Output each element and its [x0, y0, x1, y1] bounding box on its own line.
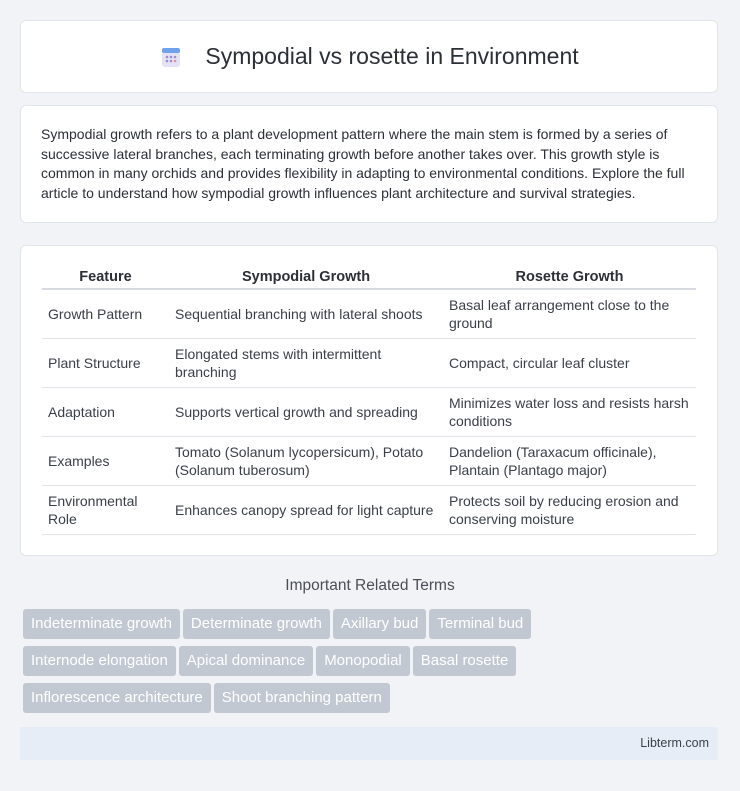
- related-term-tag[interactable]: Indeterminate growth: [23, 609, 180, 639]
- column-header: Sympodial Growth: [169, 264, 443, 289]
- table-cell: Compact, circular leaf cluster: [443, 339, 696, 388]
- page-title: Sympodial vs rosette in Environment: [205, 43, 579, 69]
- table-cell: Environmental Role: [42, 486, 169, 535]
- related-term-tag[interactable]: Determinate growth: [183, 609, 330, 639]
- table-cell: Tomato (Solanum lycopersicum), Potato (Solanum tuberosum): [169, 437, 443, 486]
- table-row: [42, 437, 696, 486]
- table-row: [42, 388, 696, 437]
- table-cell: Elongated stems with intermittent branching: [169, 339, 443, 388]
- related-terms-title: Important Related Terms: [285, 577, 455, 594]
- intro-card: [20, 105, 718, 223]
- document-icon: [159, 45, 183, 69]
- title-card: [20, 20, 718, 93]
- table-row: [42, 289, 696, 339]
- related-term-tag[interactable]: Axillary bud: [333, 609, 427, 639]
- related-terms-tags: [23, 609, 723, 720]
- related-term-tag[interactable]: Terminal bud: [429, 609, 531, 639]
- table-cell: Minimizes water loss and resists harsh conditions: [443, 388, 696, 437]
- related-term-tag[interactable]: Shoot branching pattern: [214, 683, 390, 713]
- related-term-tag[interactable]: Inflorescence architecture: [23, 683, 211, 713]
- comparison-table: [42, 264, 696, 535]
- related-term-tag[interactable]: Apical dominance: [179, 646, 313, 676]
- comparison-table-card: [20, 245, 718, 556]
- column-header: Feature: [42, 264, 169, 289]
- table-cell: Enhances canopy spread for light capture: [169, 486, 443, 535]
- column-header: Rosette Growth: [443, 264, 696, 289]
- table-cell: Examples: [42, 437, 169, 486]
- table-cell: Sequential branching with lateral shoots: [169, 289, 443, 339]
- table-cell: Growth Pattern: [42, 289, 169, 339]
- related-term-tag[interactable]: Internode elongation: [23, 646, 176, 676]
- table-cell: Plant Structure: [42, 339, 169, 388]
- table-row: [42, 339, 696, 388]
- table-cell: Dandelion (Taraxacum officinale), Plantain (Plantago major): [443, 437, 696, 486]
- footer-site-link[interactable]: Libterm.com: [640, 736, 709, 750]
- table-cell: Protects soil by reducing erosion and conserving moisture: [443, 486, 696, 535]
- related-term-tag[interactable]: Monopodial: [316, 646, 410, 676]
- table-header-row: [42, 264, 696, 289]
- intro-text: Sympodial growth refers to a plant development pattern where the main stem is formed by a series of successive lateral branches, each terminating growth before another takes over. This growth style is common in many orchids and provides flexibility in adapting to environmental conditions. Explore the full article to understand how sympodial growth influences plant architecture and survival strategies.: [41, 126, 685, 201]
- table-cell: Supports vertical growth and spreading: [169, 388, 443, 437]
- table-cell: Basal leaf arrangement close to the ground: [443, 289, 696, 339]
- table-row: [42, 486, 696, 535]
- footer: [20, 727, 718, 760]
- related-term-tag[interactable]: Basal rosette: [413, 646, 517, 676]
- table-cell: Adaptation: [42, 388, 169, 437]
